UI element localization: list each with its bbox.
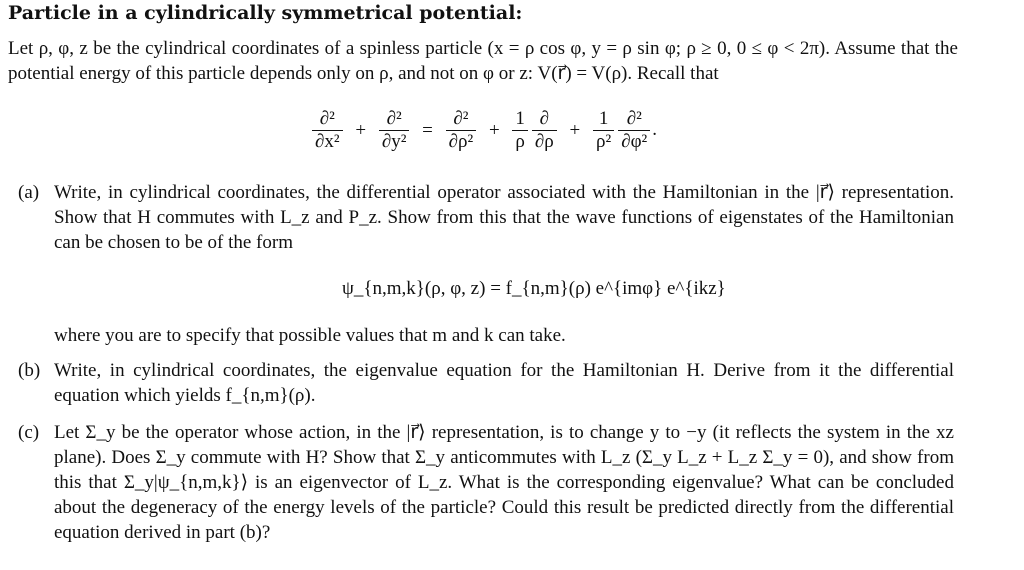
part-a-after-text: where you are to specify that possible values that m and k can take. (54, 325, 566, 346)
part-a-label: (a) (18, 182, 40, 203)
part-c-label: (c) (18, 422, 40, 443)
intro-paragraph: Let ρ, φ, z be the cylindrical coordinates of a spinless particle (x = ρ cos φ, y = ρ sin φ; ρ ≥ 0, 0 ≤ φ < 2π). Assume that the potential energy of this particle depends only on ρ, and not on φ or z: V(r⃗) = V(ρ). Recall that (8, 38, 958, 84)
frac-1-rho2: $\frac{1}{\text{ρ²}}$ (593, 108, 614, 153)
part-a-text: Write, in cylindrical coordinates, the differential operator associated with the Hamiltonian in the |r⃗⟩ representation. Show that H commutes with L_z and P_z. Show from this that the wave functions of eigenstates of the Hamiltonian can be chosen to be of the form (54, 182, 954, 253)
frac-d2x: $\frac{\text{∂²}}{\text{∂x²}}$ (312, 108, 343, 153)
frac-1-rho: $\frac{1}{\rho}$ (512, 108, 528, 153)
part-c-text: Let Σ_y be the operator whose action, in the |r⃗⟩ representation, is to change y to −y (it reflects the system in the xz plane). Does Σ_y commute with H? Show that Σ_y anticommutes with L_z (Σ_y L_z + L_z Σ_y = 0), and show from this that Σ_y|ψ_{n,m,k}⟩ is an eigenvector of L_z. What is the corresponding eigenvalue? What can be concluded about the degeneracy of the energy levels of the particle? Could this result be predicted directly from the differential equation derived in part (b)? (54, 422, 954, 543)
problem-title: Particle in a cylindrically symmetrical potential: (8, 2, 523, 24)
wavefunction-equation: ψ_{n,m,k}(ρ, φ, z) = f_{n,m}(ρ) e^{imφ} e^{ikz} (342, 278, 726, 299)
part-b (8, 358, 954, 408)
frac-d-drho: $\frac{\partial}{\partial\rho}$ (532, 108, 557, 153)
part-a (8, 180, 954, 255)
frac-d2phi: $\frac{\text{∂²}}{\text{∂φ²}}$ (618, 108, 650, 153)
laplacian-equation: $\frac{\text{∂²}}{\text{∂x²}}$ + $\frac{\text{∂²}}{\text{∂y²}}$ = $\frac{\text{∂²}}{\text{∂ρ²}}$ + $\frac{1}{\rho}$ $\frac{\partial}{\partial\rho}$ + $\frac{1}{\text{ρ²}}$ $\frac{\text{∂²}}{\text{∂φ²}}$ . (310, 108, 657, 153)
part-b-text: Write, in cylindrical coordinates, the eigenvalue equation for the Hamiltonian H. Derive from it the differential equation which yields f_{n,m}(ρ). (54, 360, 954, 406)
frac-d2y: $\frac{\text{∂²}}{\text{∂y²}}$ (379, 108, 410, 153)
part-c (8, 420, 954, 545)
part-b-label: (b) (18, 360, 41, 381)
frac-d2rho: $\frac{\text{∂²}}{\text{∂ρ²}}$ (446, 108, 477, 153)
